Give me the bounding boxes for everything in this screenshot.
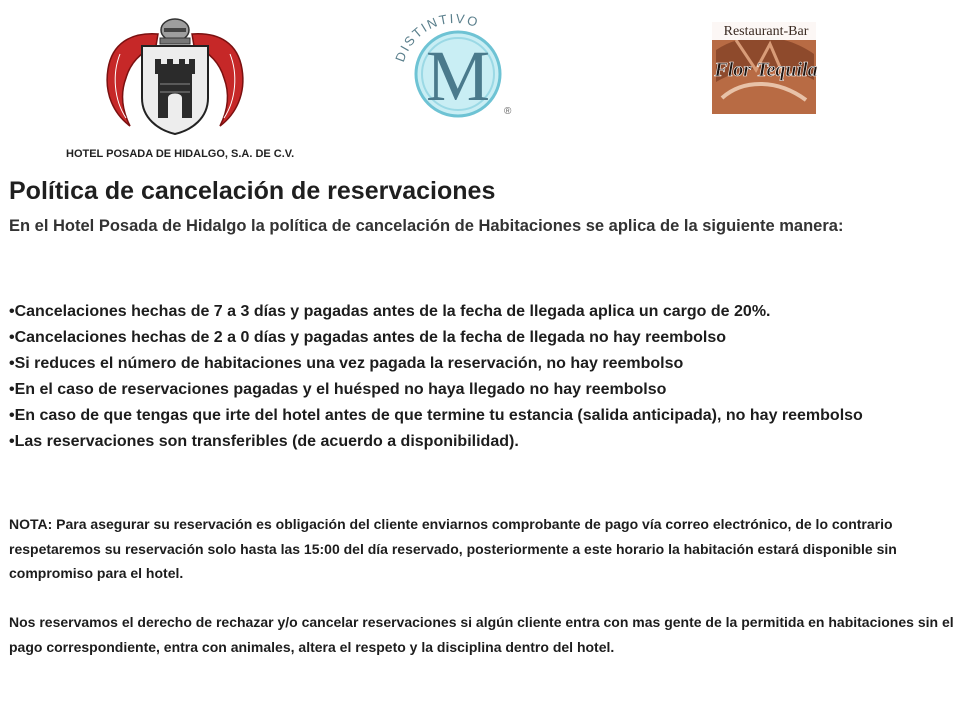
policy-item: •Cancelaciones hechas de 2 a 0 días y pagadas antes de la fecha de llegada no hay reembolso xyxy=(9,329,727,346)
page-title: Política de cancelación de reservaciones xyxy=(9,177,496,205)
distintivo-letter: M xyxy=(425,36,491,116)
policy-item: •Si reduces el número de habitaciones una vez pagada la reservación, no hay reembolso xyxy=(9,355,684,372)
distintivo-arc-text: DISTINTIVO xyxy=(392,10,482,64)
policy-item: •Las reservaciones son transferibles (de acuerdo a disponibilidad). xyxy=(9,433,519,450)
registered-mark: ® xyxy=(504,106,512,117)
policy-list xyxy=(9,299,939,455)
payment-note: NOTA: Para asegurar su reservación es obligación del cliente enviarnos comprobante de pago vía correo electrónico, de lo contrario respetaremos su reservación solo hasta las 15:00 del día reservado, posteriormente a este horario la habitación estará disponible sin compromiso para el hotel. xyxy=(9,516,897,581)
company-name: HOTEL POSADA DE HIDALGO, S.A. DE C.V. xyxy=(66,148,295,160)
flor-tequila-text: Flor Tequila xyxy=(714,59,818,81)
hotel-crest-logo xyxy=(100,14,250,138)
restaurant-bar-logo xyxy=(686,20,846,118)
policy-item: •En el caso de reservaciones pagadas y el huésped no haya llegado no hay reembolso xyxy=(9,381,667,398)
distintivo-m-logo xyxy=(380,6,530,126)
reservation-rights-note: Nos reservamos el derecho de rechazar y/o cancelar reservaciones si algún cliente entra con mas gente de la permitida en habitaciones sin el pago correspondiente, entra con animales, altera el respeto y la disciplina dentro del hotel. xyxy=(9,614,954,655)
restaurant-bar-text: Restaurant-Bar xyxy=(723,24,809,39)
policy-item: •En caso de que tengas que irte del hotel antes de que termine tu estancia (salida anticipada), no hay reembolso xyxy=(9,407,863,424)
intro-paragraph: En el Hotel Posada de Hidalgo la política de cancelación de Habitaciones se aplica de la siguiente manera: xyxy=(9,217,844,235)
policy-item: •Cancelaciones hechas de 7 a 3 días y pagadas antes de la fecha de llegada aplica un cargo de 20%. xyxy=(9,303,771,320)
